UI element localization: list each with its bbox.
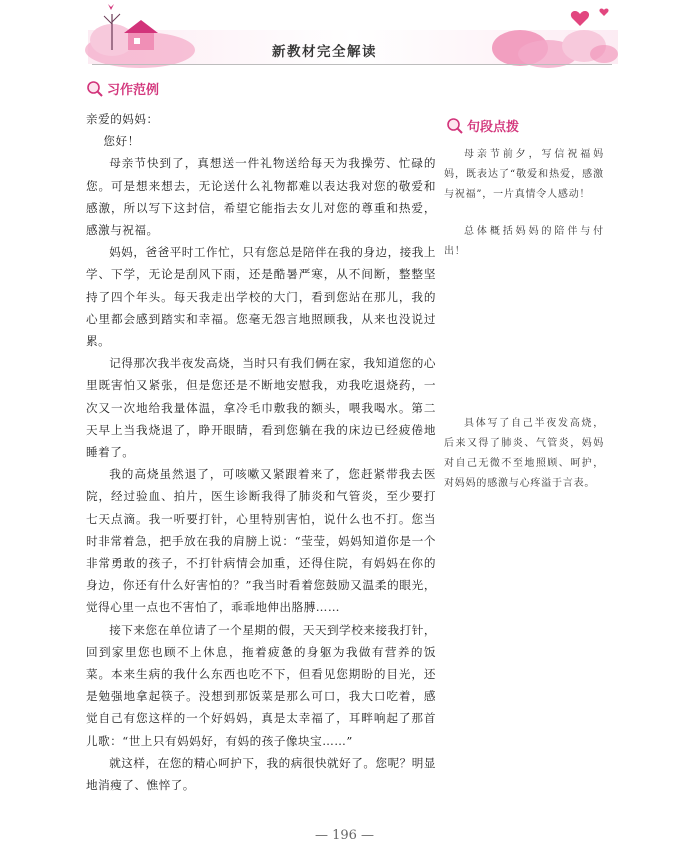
tips-section-label [446,116,519,135]
tip-text: 总体概括妈妈的陪伴与付出！ [444,226,604,257]
page-number: — 196 — [314,828,375,843]
tip-text: 具体写了自己半夜发高烧，后来又得了肺炎、气管炎，妈妈对自己无微不至地照顾、呵护，对妈妈的感激与心疼溢于言表。 [444,418,604,489]
letter-paragraph: 接下来您在单位请了一个星期的假，天天到学校来接我打针，回到家里您也顾不上休息，拖着疲惫的身躯为我做有营养的饭菜。本来生病的我什么东西也吃不下，但看见您期盼的目光，还是勉强地拿起筷子。没想到那饭菜是那么可口，我大口吃着，感觉自己有您这样的一个好妈妈，真是太幸福了，耳畔响起了那首儿歌：“世上只有妈妈好，有妈的孩子像块宝……” [86,622,436,748]
example-section-label [86,79,159,98]
letter-paragraph: 我的高烧虽然退了，可咳嗽又紧跟着来了，您赶紧带我去医院，经过验血、拍片，医生诊断我得了肺炎和气管炎，至少要打七天点滴。我一听要打针，心里特别害怕，说什么也不打。您当时非常着急，把手放在我的肩膀上说：“莹莹，妈妈知道你是一个非常勇敢的孩子，不打针病情会加重，还得住院，有妈妈在你的身边，你还有什么好害怕的？”我当时看着您鼓励又温柔的眼光，觉得心里一点也不害怕了，乖乖地伸出胳膊…… [86,467,436,615]
tip-note-1 [444,145,604,205]
tips-section-title: 句段点拨 [467,120,520,135]
letter-paragraph: 记得那次我半夜发高烧，当时只有我们俩在家，我知道您的心里既害怕又紧张，但是您还是不断地安慰我，劝我吃退烧药，一次又一次地给我量体温，拿冷毛巾敷我的额头，喂我喝水。第二天早上当我烧退了，睁开眼睛，看到您躺在我的床边已经疲倦地睡着了。 [86,356,436,460]
tip-note-3 [444,414,604,494]
letter-paragraph: 就这样，在您的精心呵护下，我的病很快就好了。您呢？明显地消瘦了、憔悴了。 [86,755,436,793]
letter-body [86,108,436,796]
letter-salutation: 亲爱的妈妈： [86,112,159,126]
tip-text: 母亲节前夕，写信祝福妈妈，既表达了“敬爱和热爱，感激与祝福”，一片真情令人感动！ [444,149,604,200]
header-title: 新教材完全解读 [272,44,377,60]
tip-note-2 [444,222,604,262]
magnifier-icon [86,80,104,98]
letter-greeting: 您好！ [103,134,140,149]
letter-paragraph: 母亲节快到了，真想送一件礼物送给每天为我操劳、忙碌的您。可是想来想去，无论送什么礼物都难以表达我对您的敬爱和感激，所以写下这封信，希望它能指去女儿对您的尊重和热爱，感激与祝福。 [86,156,436,238]
header-divider [92,64,612,65]
letter-paragraph: 妈妈，爸爸平时工作忙，只有您总是陪伴在我的身边，接我上学、下学，无论是刮风下雨，还是酷暑严寒，从不间断，整整坚持了四个年头。每天我走出学校的大门，看到您站在那儿，我的心里都会感到踏实和幸福。您毫无怨言地照顾我，从来也没说过累。 [86,245,436,349]
example-section-title: 习作范例 [107,83,160,98]
magnifier-icon [446,117,464,135]
